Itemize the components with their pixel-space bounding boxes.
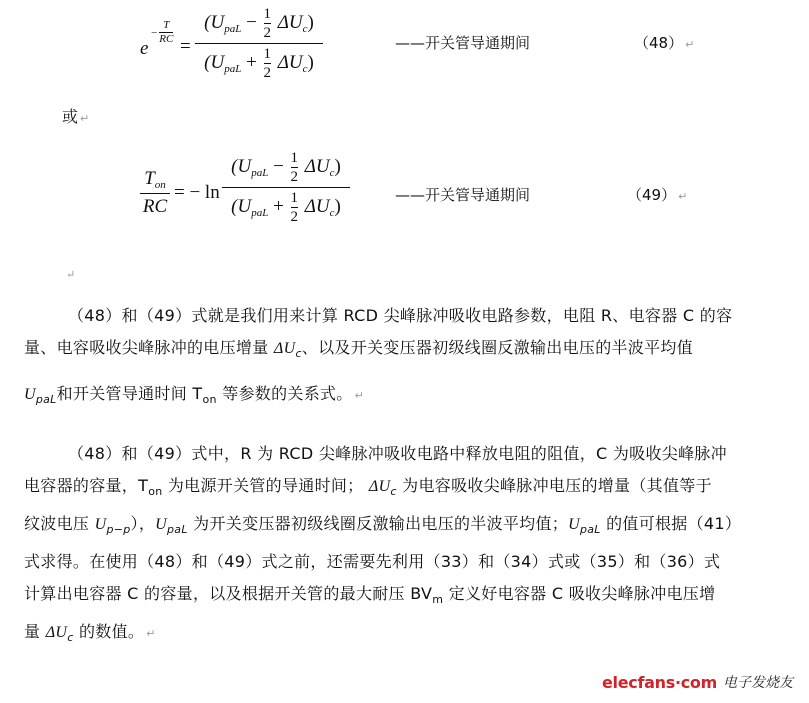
eq48-exp-minus: − bbox=[151, 26, 158, 39]
p2-line-2: 电容器的容量，$T_{on}$ 为电源开关管的导通时间； $\Delta U_c$ 为电容吸收尖峰脉冲电压的增量（其值等于 bbox=[24, 476, 712, 498]
eq48-fraction-bar bbox=[195, 43, 323, 44]
eq48-e: e bbox=[140, 38, 149, 59]
p2-line-4: 式求得。在使用（48）和（49）式之前，还需要先利用（33）和（34）式或（35）和（36）式 bbox=[24, 552, 721, 571]
eq48-exp-num: T bbox=[163, 19, 170, 31]
eq49-lhs: $T_{on}$ RC bbox=[140, 168, 170, 218]
elecfans-cn-text: 电子发烧友 bbox=[722, 675, 793, 691]
eq48-equals: = bbox=[180, 36, 191, 57]
eq48-description: ——开关管导通期间 bbox=[395, 34, 531, 52]
empty-paragraph-mark: ↵ bbox=[66, 268, 76, 281]
p1-line-3: $U_{paL}$和开关管导通时间 $T_{on}$ 等参数的关系式。 ↵ bbox=[24, 384, 365, 406]
eq49-denominator: ($U_{paL}$ + $\frac{1}{2}$ $\Delta U_c$) bbox=[231, 190, 341, 225]
eq48-exp-den: RC bbox=[159, 33, 174, 45]
paragraph-2 bbox=[24, 438, 784, 654]
elecfans-watermark bbox=[602, 672, 793, 692]
p2-line-5: 计算出电容器 C 的容量，以及根据开关管的最大耐压 $BV_m$ 定义好电容器 C 吸收尖峰脉冲电压增 bbox=[24, 584, 716, 606]
paragraph-1 bbox=[24, 300, 784, 416]
eq49-number: （49） ↵ bbox=[627, 186, 688, 204]
p1-line-2: 量、电容吸收尖峰脉冲的电压增量 $\Delta U_c$、以及开关变压器初级线圈反激输出电压的半波平均值 bbox=[24, 338, 693, 360]
p1-line-1: （48）和（49）式就是我们用来计算 RCD 尖峰脉冲吸收电路参数，电阻 R、电容器 C 的容 bbox=[68, 306, 733, 325]
eq48-number: （48） ↵ bbox=[634, 34, 695, 52]
eq49-description: ——开关管导通期间 bbox=[395, 186, 531, 204]
eq49-numerator: ($U_{paL}$ − $\frac{1}{2}$ $\Delta U_c$) bbox=[231, 150, 341, 185]
p2-line-3: 纹波电压 $U_{p-p}$），$U_{paL}$ 为开关变压器初级线圈反激输出电压的半波平均值；$U_{paL}$ 的值可根据（41） bbox=[24, 514, 742, 536]
equation-49 bbox=[140, 148, 380, 238]
or-text: 或 ↵ bbox=[62, 107, 90, 126]
eq49-equals-ln: = − ln bbox=[174, 182, 220, 203]
p2-line-6: 量 $\Delta U_c$ 的数值。 ↵ bbox=[24, 622, 156, 644]
p2-line-1: （48）和（49）式中，R 为 RCD 尖峰脉冲吸收电路中释放电阻的阻值，C 为吸收尖峰脉冲 bbox=[68, 444, 727, 463]
eq48-numerator: ($U_{paL}$ − $\frac{1}{2}$ $\Delta U_c$) bbox=[204, 6, 314, 41]
equation-48 bbox=[140, 6, 340, 96]
eq49-fraction-bar bbox=[222, 187, 350, 188]
eq48-denominator: ($U_{paL}$ + $\frac{1}{2}$ $\Delta U_c$) bbox=[204, 46, 314, 81]
elecfans-logo-text: elecfans·com bbox=[602, 672, 717, 692]
